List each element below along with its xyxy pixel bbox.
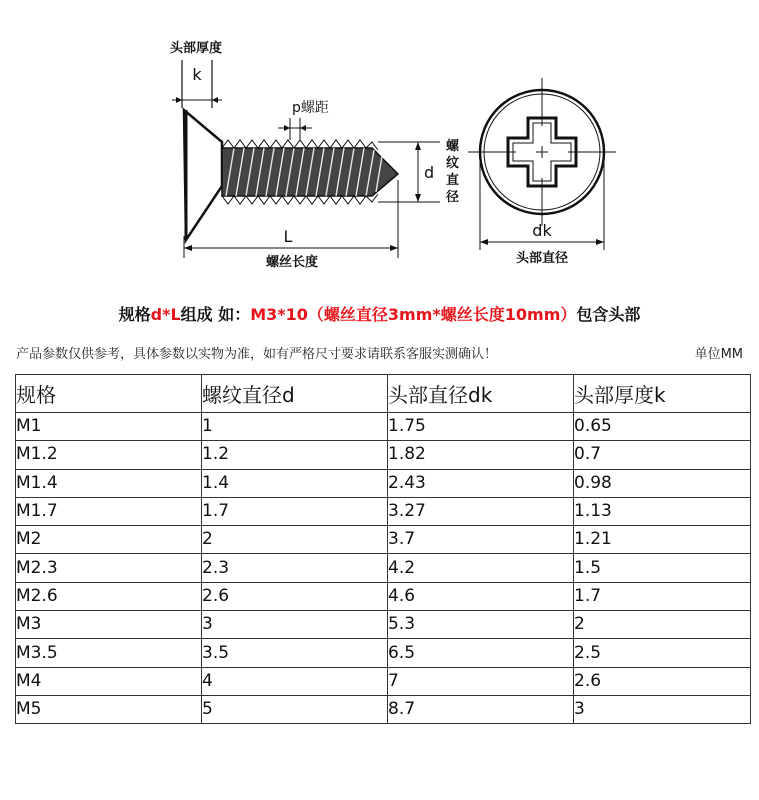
headline-part-3: 组成 如： [180, 305, 251, 324]
thread-diameter-char-4: 径 [446, 190, 460, 205]
cell-spec: M2 [16, 526, 202, 554]
cell-dk: 2.43 [388, 469, 574, 497]
cell-d: 2.3 [202, 554, 388, 582]
cell-dk: 6.5 [388, 639, 574, 667]
cell-dk: 7 [388, 667, 574, 695]
cell-spec: M1.2 [16, 441, 202, 469]
cell-k: 1.7 [574, 582, 751, 610]
cell-spec: M1.4 [16, 469, 202, 497]
cell-d: 1.4 [202, 469, 388, 497]
table-row [16, 582, 751, 610]
cell-d: 2 [202, 526, 388, 554]
thread-diameter-char-3: 直 [446, 173, 460, 188]
thread-length-label: 螺丝长度 [265, 255, 319, 270]
headline-part-2: d*L [150, 305, 181, 324]
thread-diameter-char-2: 纹 [446, 156, 460, 171]
cell-spec: M1.7 [16, 497, 202, 525]
head-diameter-label: 头部直径 [515, 251, 569, 266]
cell-spec: M5 [16, 695, 202, 723]
L-dimension-label: L [283, 227, 293, 246]
cell-d: 4 [202, 667, 388, 695]
head-thickness-label: 头部厚度 [170, 41, 223, 56]
cell-k: 2.6 [574, 667, 751, 695]
table-row [16, 441, 751, 469]
spec-table [15, 374, 751, 724]
pitch-label: p螺距 [292, 100, 329, 116]
cell-d: 3 [202, 611, 388, 639]
headline-part-1: 规格 [118, 305, 151, 324]
cell-k: 0.7 [574, 441, 751, 469]
cell-spec: M2.6 [16, 582, 202, 610]
cell-spec: M2.3 [16, 554, 202, 582]
cell-dk: 4.6 [388, 582, 574, 610]
unit-label: 单位MM [694, 347, 743, 362]
cell-dk: 8.7 [388, 695, 574, 723]
cell-dk: 3.7 [388, 526, 574, 554]
cell-dk: 4.2 [388, 554, 574, 582]
headline-part-4: M3*10（螺丝直径3mm*螺丝长度10mm） [250, 305, 577, 324]
table-row [16, 695, 751, 723]
cell-k: 1.21 [574, 526, 751, 554]
cell-k: 3 [574, 695, 751, 723]
headline-part-5: 包含头部 [576, 305, 641, 324]
screw-head [184, 110, 222, 240]
header-head-thickness: 头部厚度k [574, 375, 751, 413]
disclaimer-text: 产品参数仅供参考，具体参数以实物为准，如有严格尺寸要求请联系客服实测确认！ [16, 347, 498, 362]
cell-d: 2.6 [202, 582, 388, 610]
k-dimension-label: k [192, 65, 202, 84]
cell-k: 0.65 [574, 413, 751, 441]
screw-head-top-view [468, 78, 616, 226]
screw-diagram [0, 0, 759, 290]
d-dimension-label: d [424, 163, 435, 182]
thread-diameter-char-1: 螺 [446, 139, 460, 154]
dk-dimension-label: dk [532, 221, 552, 240]
cell-d: 5 [202, 695, 388, 723]
cell-dk: 3.27 [388, 497, 574, 525]
header-thread-diameter: 螺纹直径d [202, 375, 388, 413]
spec-headline [0, 302, 759, 325]
cell-k: 0.98 [574, 469, 751, 497]
table-row [16, 469, 751, 497]
cell-k: 2.5 [574, 639, 751, 667]
cell-d: 1.7 [202, 497, 388, 525]
table-row [16, 667, 751, 695]
header-spec: 规格 [16, 375, 202, 413]
cell-spec: M1 [16, 413, 202, 441]
cell-d: 1.2 [202, 441, 388, 469]
table-row [16, 611, 751, 639]
table-row [16, 554, 751, 582]
cell-d: 3.5 [202, 639, 388, 667]
table-row [16, 497, 751, 525]
table-row [16, 413, 751, 441]
disclaimer-note [16, 343, 743, 362]
cell-spec: M3 [16, 611, 202, 639]
screw-thread [222, 140, 398, 204]
cell-dk: 1.82 [388, 441, 574, 469]
table-row [16, 639, 751, 667]
cell-d: 1 [202, 413, 388, 441]
cell-dk: 1.75 [388, 413, 574, 441]
cell-k: 1.5 [574, 554, 751, 582]
header-head-diameter: 头部直径dk [388, 375, 574, 413]
cell-spec: M4 [16, 667, 202, 695]
cell-k: 2 [574, 611, 751, 639]
table-header-row [16, 375, 751, 413]
cell-dk: 5.3 [388, 611, 574, 639]
cell-k: 1.13 [574, 497, 751, 525]
table-row [16, 526, 751, 554]
cell-spec: M3.5 [16, 639, 202, 667]
